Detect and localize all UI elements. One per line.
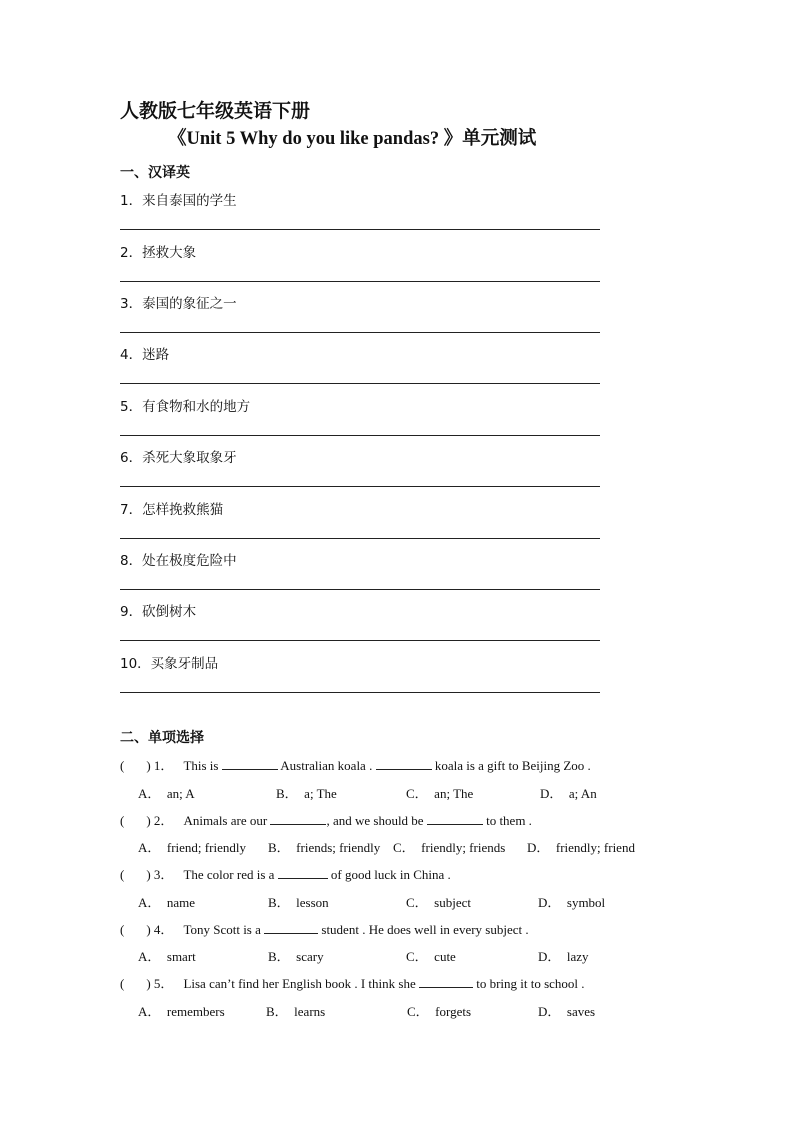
page-subtitle: 《Unit 5 Why do you like pandas? 》单元测试 [168, 129, 537, 149]
question-text: Tony Scott is a [183, 922, 265, 937]
option-d[interactable]: D． saves [538, 1004, 596, 1019]
question-number: ) 5． [146, 976, 174, 991]
question-text: koala is a gift to Beijing Zoo . [431, 758, 591, 773]
question-text: to them . [482, 813, 532, 828]
option-d[interactable]: D． symbol [538, 895, 606, 910]
answer-line[interactable] [120, 435, 600, 436]
option-b[interactable]: B． scary [268, 949, 324, 964]
option-a[interactable]: A． friend; friendly [138, 840, 246, 855]
answer-paren[interactable]: ( [120, 758, 125, 773]
translation-item: 7．怎样挽救熊猫 [120, 502, 224, 518]
answer-line[interactable] [120, 589, 600, 590]
option-d[interactable]: D． friendly; friend [527, 840, 635, 855]
option-a[interactable]: A． an; A [138, 786, 195, 801]
option-c[interactable]: C． forgets [407, 1004, 472, 1019]
translation-item: 9．砍倒树木 [120, 604, 197, 620]
fill-blank[interactable] [264, 921, 318, 934]
question-4 [120, 919, 529, 938]
fill-blank[interactable] [222, 757, 278, 770]
option-a[interactable]: A． name [138, 895, 196, 910]
answer-line[interactable] [120, 486, 600, 487]
option-a[interactable]: A． smart [138, 949, 196, 964]
translation-item: 4．迷路 [120, 347, 170, 363]
fill-blank[interactable] [278, 866, 328, 879]
question-5 [120, 973, 585, 992]
option-c[interactable]: C． an; The [406, 786, 474, 801]
option-b[interactable]: B． a; The [276, 786, 337, 801]
option-b[interactable]: B． learns [266, 1004, 326, 1019]
question-text: student . He does well in every subject . [318, 922, 529, 937]
answer-line[interactable] [120, 229, 600, 230]
fill-blank[interactable] [376, 757, 432, 770]
answer-paren[interactable]: ( [120, 976, 125, 991]
answer-paren[interactable]: ( [120, 813, 125, 828]
answer-line[interactable] [120, 281, 600, 282]
question-number: ) 2． [146, 813, 174, 828]
answer-paren[interactable]: ( [120, 922, 125, 937]
answer-line[interactable] [120, 538, 600, 539]
question-text: to bring it to school . [472, 976, 585, 991]
option-d[interactable]: D． a; An [540, 786, 597, 801]
question-text: Animals are our [183, 813, 271, 828]
option-b[interactable]: B． friends; friendly [268, 840, 381, 855]
answer-line[interactable] [120, 332, 600, 333]
question-text: of good luck in China . [327, 867, 451, 882]
answer-line[interactable] [120, 640, 600, 641]
question-2 [120, 810, 532, 829]
fill-blank[interactable] [270, 812, 326, 825]
question-text: This is [183, 758, 222, 773]
fill-blank[interactable] [419, 975, 473, 988]
option-c[interactable]: C． subject [406, 895, 471, 910]
translation-item: 5．有食物和水的地方 [120, 399, 251, 415]
question-text: Lisa can’t find her English book . I think she [183, 976, 419, 991]
question-1 [120, 755, 591, 774]
question-number: ) 3． [146, 867, 174, 882]
option-c[interactable]: C． cute [406, 949, 456, 964]
option-a[interactable]: A． remembers [138, 1004, 225, 1019]
question-3 [120, 864, 451, 883]
question-number: ) 1． [146, 758, 174, 773]
translation-item: 6．杀死大象取象牙 [120, 450, 237, 466]
section-heading-translation: 一、汉译英 [120, 165, 190, 181]
answer-paren[interactable]: ( [120, 867, 125, 882]
question-text: , and we should be [326, 813, 427, 828]
fill-blank[interactable] [427, 812, 483, 825]
option-c[interactable]: C． friendly; friends [393, 840, 506, 855]
answer-line[interactable] [120, 692, 600, 693]
translation-item: 2．拯救大象 [120, 245, 197, 261]
answer-line[interactable] [120, 383, 600, 384]
option-b[interactable]: B． lesson [268, 895, 329, 910]
option-d[interactable]: D． lazy [538, 949, 589, 964]
section-heading-multiple-choice: 二、单项选择 [120, 730, 204, 746]
translation-item: 8．处在极度危险中 [120, 553, 237, 569]
question-number: ) 4． [146, 922, 174, 937]
translation-item: 10．买象牙制品 [120, 656, 219, 672]
translation-item: 3．泰国的象征之一 [120, 296, 237, 312]
question-text: Australian koala . [277, 758, 376, 773]
page-title: 人教版七年级英语下册 [120, 100, 311, 122]
translation-item: 1．来自泰国的学生 [120, 193, 237, 209]
question-text: The color red is a [183, 867, 278, 882]
